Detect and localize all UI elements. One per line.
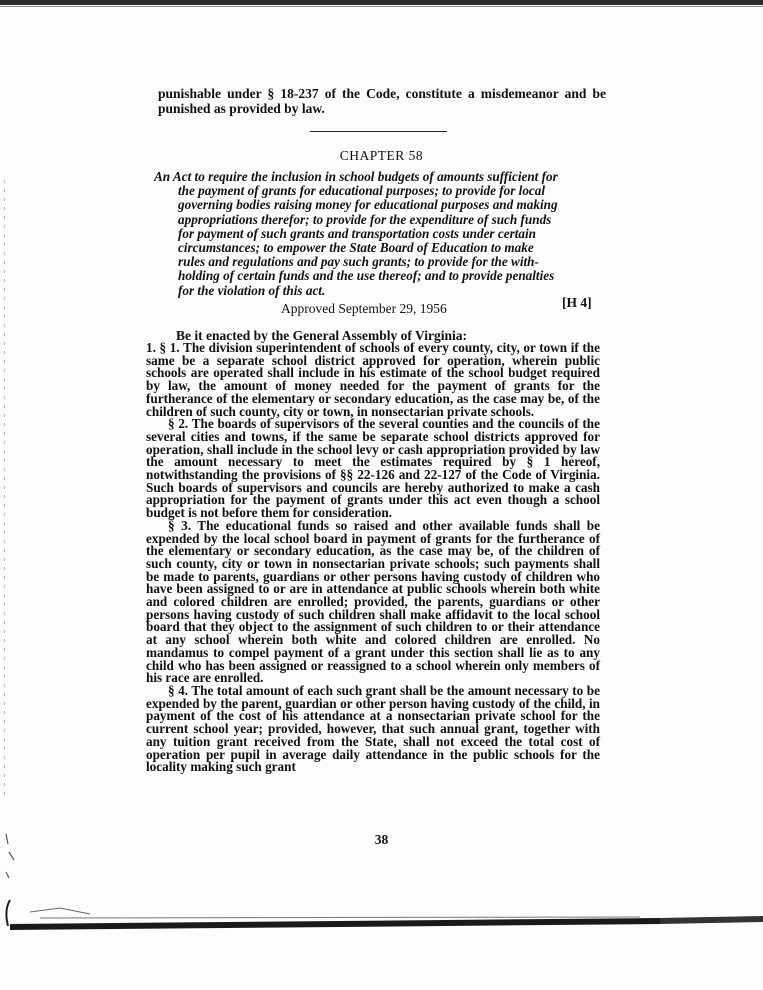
act-title-line: the payment of grants for educational purposes; to provide for local bbox=[178, 183, 546, 199]
section-3: § 3. The educational funds so raised and other available funds shall be expended by the local school board in payment of grants for the furtherance of the elementary or secondary education, as the case may be, of the children of such county, city or town in nonsectarian private schools; such payments shall be made to parents, guardians or other persons having custody of children who have been assigned to or are in attendance at public schools wherein both white and colored children are enrolled; provided, the parents, guardians or other persons having custody of such children shall make affidavit to the local school board that they object to the assignment of such children to or their attendance at any school wherein both white and colored children are enrolled. No mandamus to compel payment of a grant under this section shall lie as to any child who has been assigned or reassigned to a school wherein only members of his race are enrolled. bbox=[146, 517, 600, 686]
section-4: § 4. The total amount of each such grant shall be the amount necessary to be expended by the parent, guardian or other person having custody of the child, in payment of the cost of his attendance at a nonsectarian private school for the current school year; provided, however, that such annual grant, together with any tuition grant received from the State, shall not exceed the total cost of operation per pupil in average daily attendance in the public schools for the locality making such grant bbox=[146, 682, 600, 775]
act-title-line: holding of certain funds and the use thereof; and to provide penalties bbox=[178, 268, 555, 284]
bill-number: [H 4] bbox=[562, 295, 592, 310]
continuation-paragraph: punishable under § 18-237 of the Code, constitute a misdemeanor and be punished as provided by law. bbox=[158, 86, 606, 116]
scan-bottom-border bbox=[0, 904, 763, 934]
scan-left-edge bbox=[4, 180, 5, 800]
act-title-line: An Act to require the inclusion in school budgets of amounts sufficient for bbox=[154, 169, 558, 184]
approval-date: Approved September 29, 1956 bbox=[281, 301, 447, 316]
page-number: 38 bbox=[374, 832, 389, 847]
section-1: 1. § 1. The division superintendent of schools of every county, city, or town if the same be a separate school district approved for operation, wherein public schools are operated shall include in his estimate of the school budget required by law, the amount of money needed for the payment of grants for the furtherance of the elementary or secondary education, as the case may be, of the children of such county, city or town, in nonsectarian private schools. bbox=[146, 340, 600, 419]
section-divider bbox=[310, 131, 447, 132]
chapter-heading: CHAPTER 58 bbox=[339, 148, 424, 163]
section-2: § 2. The boards of supervisors of the several counties and the councils of the several cities and towns, if the same be separate school districts approved for operation, shall include in the school levy or cash appropriation provided by law the amount necessary to meet the estimates required by § 1 hereof, notwithstanding the provisions of §§ 22-126 and 22-127 of the Code of Virginia. Such boards of supervisors and councils are hereby authorized to make a cash appropriation for the payment of grants under this act even though a school budget is not before them for consideration. bbox=[146, 416, 600, 521]
act-title bbox=[154, 170, 602, 298]
act-title-line: circumstances; to empower the State Board of Education to make bbox=[178, 240, 534, 256]
enacting-clause: Be it enacted by the General Assembly of Virginia: bbox=[176, 328, 467, 343]
act-title-line: rules and regulations and pay such grants; to provide for the with- bbox=[178, 254, 539, 270]
act-title-line: governing bodies raising money for educational purposes and making bbox=[178, 197, 558, 213]
scan-top-border-line bbox=[0, 6, 763, 7]
act-title-line: for the violation of this act. bbox=[178, 282, 326, 298]
scan-top-border bbox=[0, 0, 763, 5]
act-title-line: appropriations therefor; to provide for the expenditure of such funds bbox=[178, 211, 552, 227]
act-body bbox=[146, 342, 600, 774]
act-title-line: for payment of such grants and transportation costs under certain bbox=[178, 225, 536, 241]
